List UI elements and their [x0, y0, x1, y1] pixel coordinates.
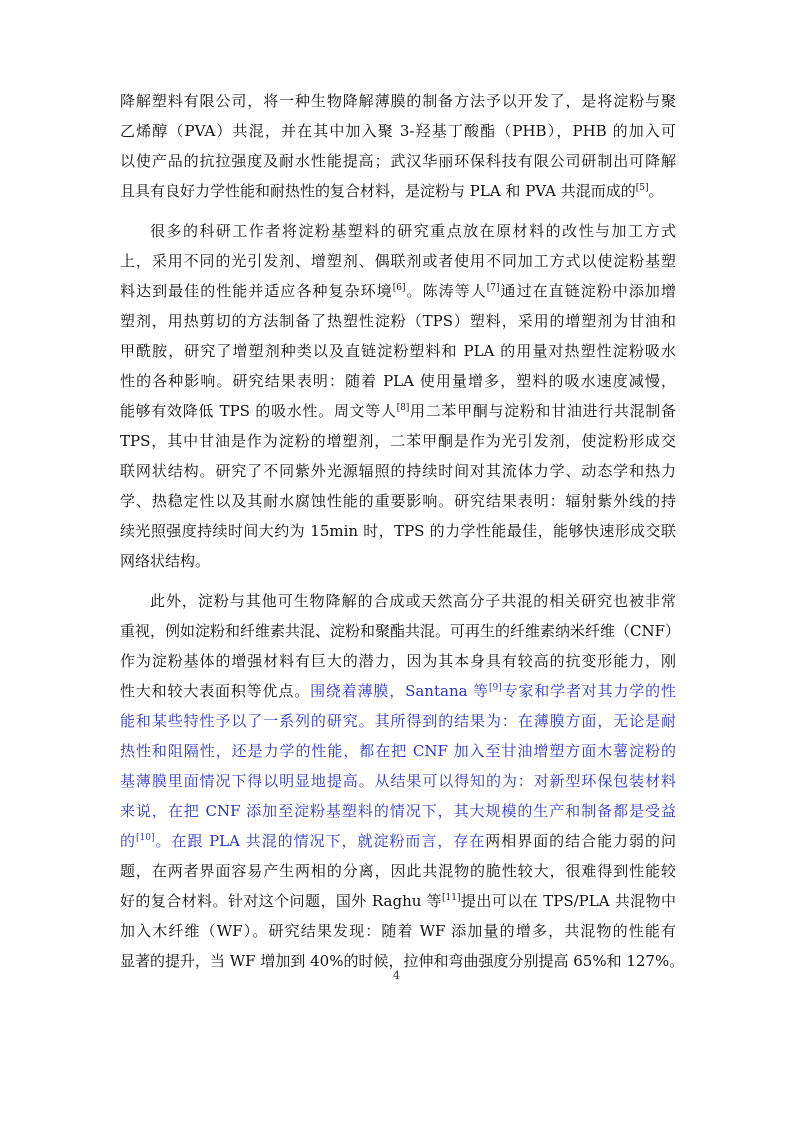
text-segment: 降解塑料有限公司，将一种生物降解薄膜的制备方法予以开发了，是将淀粉与聚: [120, 92, 676, 110]
text-segment: 。陈涛等人: [405, 282, 487, 300]
text-line: [120, 276, 676, 306]
text-line: [150, 216, 676, 246]
text-line: [120, 146, 676, 176]
text-segment: 围绕着薄膜，Santana 等: [310, 682, 489, 700]
text-segment: 很多的科研工作者将淀粉基塑料的研究重点放在原材料的改性与加工方式: [150, 222, 676, 240]
text-line: [120, 546, 676, 576]
text-segment: 上，采用不同的光引发剂、增塑剂、偶联剂或者使用不同加工方式以使淀粉基塑: [120, 252, 676, 270]
text-line: [120, 706, 676, 736]
text-segment: 。在跟 PLA 共混的情况下，就淀粉而言，存在: [154, 832, 486, 850]
text-line: [120, 306, 676, 336]
text-segment: 续光照强度持续时间大约为 15min 时，TPS 的力学性能最佳，能够快速形成交联: [120, 522, 676, 540]
text-line: [120, 426, 676, 456]
text-segment: 好的复合材料。针对这个问题，国外 Raghu 等: [120, 892, 443, 910]
text-line: [120, 86, 676, 116]
text-segment: 用二苯甲酮与淀粉和甘油进行共混制备: [409, 402, 676, 420]
text-line: [120, 396, 676, 426]
text-line: [120, 766, 676, 796]
page-number: 4: [393, 969, 400, 982]
text-line: [120, 676, 676, 706]
text-line: [120, 826, 676, 856]
text-segment: 乙烯醇（PVA）共混，并在其中加入聚 3-羟基丁酸酯（PHB），PHB 的加入可: [120, 122, 676, 140]
text-line: [120, 176, 676, 206]
text-segment: 性大和较大表面积等优点。: [120, 682, 311, 700]
text-segment: 显著的提升，当 WF 增加到 40%的时候，拉伸和弯曲强度分别提高 65%和 127%。: [120, 952, 685, 970]
text-line: [120, 736, 676, 766]
text-segment: 提出可以在 TPS/PLA 共混物中: [460, 892, 676, 910]
text-line: [120, 116, 676, 146]
text-segment: 专家和学者对其力学的性: [501, 682, 676, 700]
text-segment: 通过在直链淀粉中添加增: [499, 282, 676, 300]
text-segment: 作为淀粉基体的增强材料有巨大的潜力，因为其本身具有较高的抗变形能力，刚: [120, 652, 676, 670]
text-segment: 此外，淀粉与其他可生物降解的合成或天然高分子共混的相关研究也被非常: [150, 592, 676, 610]
text-segment: 以使产品的抗拉强度及耐水性能提高；武汉华丽环保科技有限公司研制出可降解: [120, 152, 676, 170]
text-line: [120, 886, 676, 916]
citation-ref: [7]: [486, 283, 500, 293]
text-segment: 。: [648, 182, 664, 200]
text-segment: 加入木纤维（WF）。研究结果发现：随着 WF 添加量的增多，共混物的性能有: [120, 922, 676, 940]
citation-ref: [8]: [396, 403, 410, 413]
text-segment: TPS，其中甘油是作为淀粉的增塑剂，二苯甲酮是作为光引发剂，使淀粉形成交: [120, 432, 676, 450]
text-segment: 的: [120, 832, 136, 850]
text-line: [120, 516, 676, 546]
text-line: [150, 586, 676, 616]
text-line: [120, 486, 676, 516]
text-segment: 塑剂，用热剪切的方法制备了热塑性淀粉（TPS）塑料，采用的增塑剂为甘油和: [120, 312, 676, 330]
text-line: [120, 336, 676, 366]
text-segment: 重视，例如淀粉和纤维素共混、淀粉和聚酯共混。可再生的纤维素纳米纤维（CNF）: [120, 622, 681, 640]
citation-ref: [11]: [442, 893, 461, 903]
citation-ref: [9]: [489, 683, 502, 693]
text-line: [120, 916, 676, 946]
text-line: [120, 796, 676, 826]
text-line: [120, 456, 676, 486]
text-segment: 题，在两者界面容易产生两相的分离，因此共混物的脆性较大，很难得到性能较: [120, 862, 676, 880]
text-segment: 甲酰胺，研究了增塑剂种类以及直链淀粉塑料和 PLA 的用量对热塑性淀粉吸水: [120, 342, 676, 360]
text-segment: 网络状结构。: [120, 552, 211, 570]
text-segment: 能和某些特性予以了一系列的研究。其所得到的结果为：在薄膜方面，无论是耐: [120, 712, 676, 730]
citation-ref: [10]: [135, 833, 155, 843]
citation-ref: [6]: [392, 283, 406, 293]
text-segment: 且具有良好力学性能和耐热性的复合材料，是淀粉与 PLA 和 PVA 共混而成的: [120, 182, 636, 200]
text-segment: 来说，在把 CNF 添加至淀粉基塑料的情况下，其大规模的生产和制备都是受益: [120, 802, 676, 820]
text-line: [120, 856, 676, 886]
text-segment: 联网状结构。研究了不同紫外光源辐照的持续时间对其流体力学、动态学和热力: [120, 462, 676, 480]
text-segment: 料达到最佳的性能并适应各种复杂环境: [120, 282, 393, 300]
text-line: [120, 616, 681, 646]
text-segment: 基薄膜里面情况下得以明显地提高。从结果可以得知的为：对新型环保包装材料: [120, 772, 676, 790]
text-segment: 两相界面的结合能力弱的问: [485, 832, 676, 850]
text-line: [120, 646, 676, 676]
text-segment: 能够有效降低 TPS 的吸水性。周文等人: [120, 402, 397, 420]
text-segment: 学、热稳定性以及其耐水腐蚀性能的重要影响。研究结果表明：辐射紫外线的持: [120, 492, 676, 510]
text-segment: 热性和阻隔性，还是力学的性能，都在把 CNF 加入至甘油增塑方面木薯淀粉的: [120, 742, 676, 760]
text-line: [120, 366, 676, 396]
text-line: [120, 246, 676, 276]
text-segment: 性的各种影响。研究结果表明：随着 PLA 使用量增多，塑料的吸水速度减慢，: [120, 372, 676, 390]
citation-ref: [5]: [635, 183, 649, 193]
